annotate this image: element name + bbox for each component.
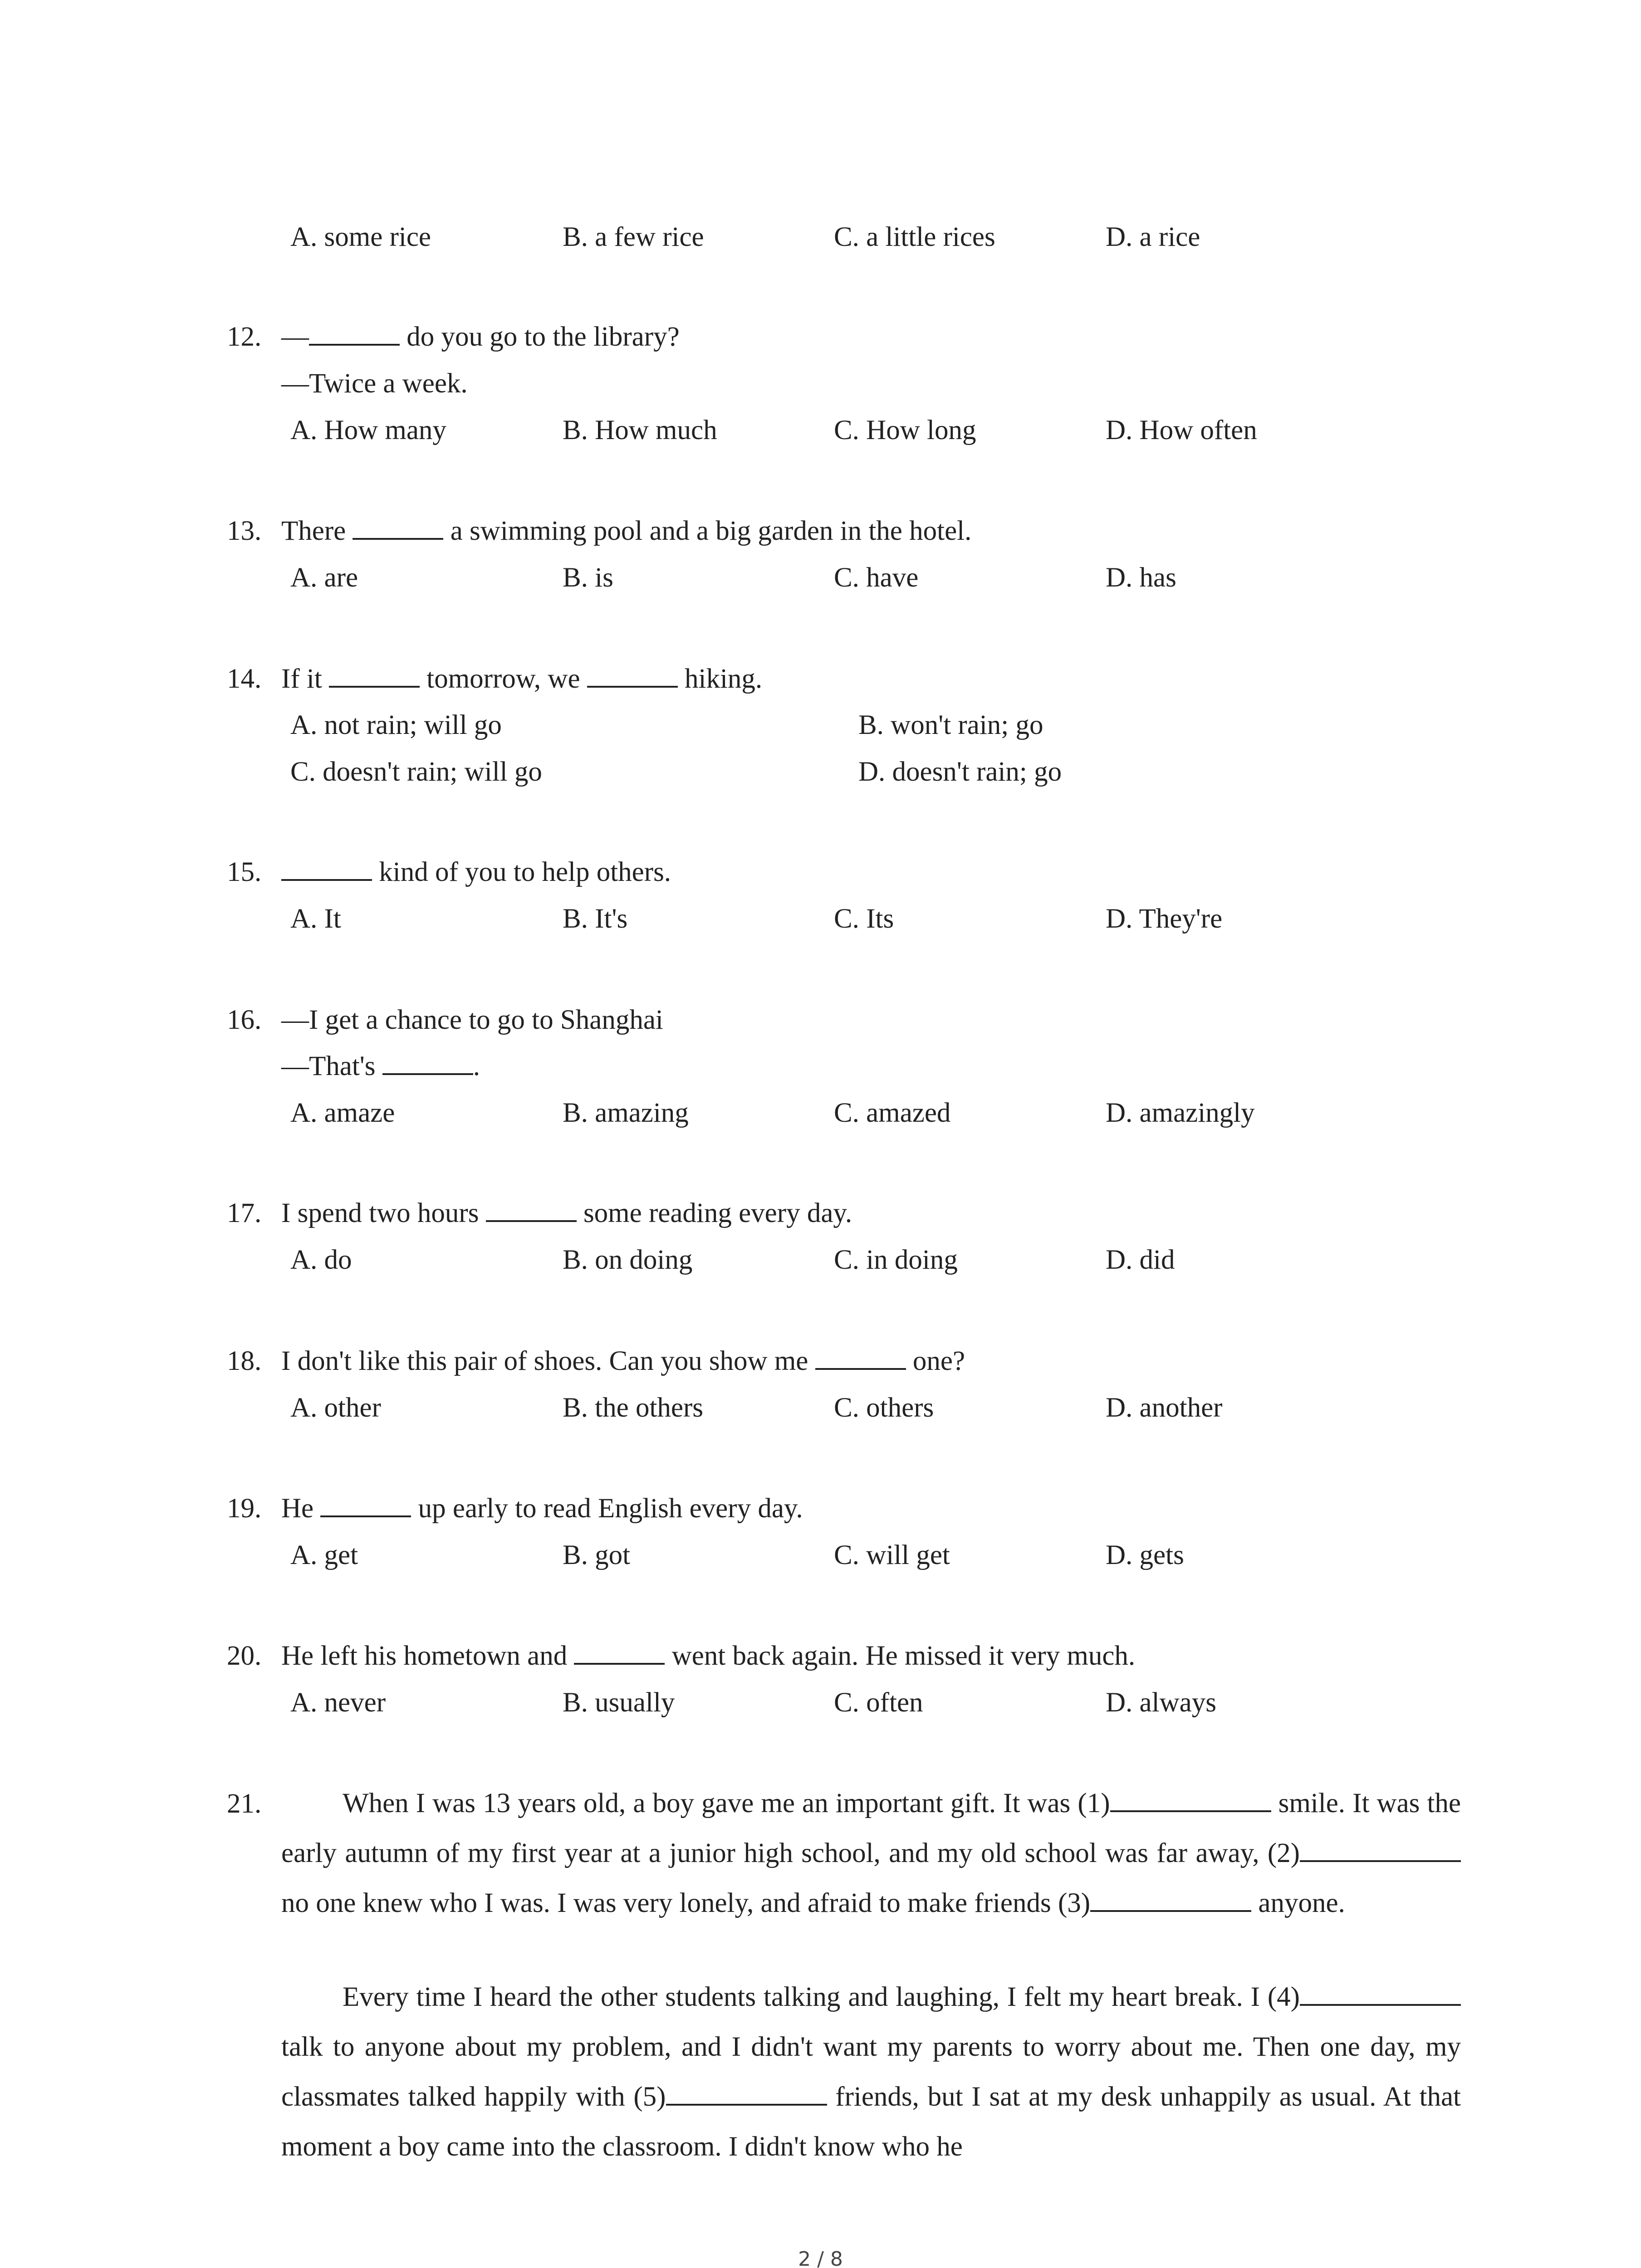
question-stem	[281, 323, 680, 351]
question-number: 14.	[227, 664, 262, 694]
option-b: B. the others	[563, 1393, 704, 1423]
cloze-blank-1	[1110, 1810, 1271, 1812]
option-c: C. will get	[834, 1540, 950, 1570]
passage-text: When I was 13 years old, a boy gave me an important gift. It was (1)	[343, 1788, 1110, 1818]
answer-blank	[574, 1663, 665, 1665]
answer-blank	[486, 1220, 577, 1222]
passage-text: friends, but I sat at my desk unhappily as usual. At that moment a boy came into the classroom. I didn't know who he	[281, 2082, 1461, 2162]
option-b: B. How much	[563, 415, 717, 445]
option-a: A. get	[290, 1540, 358, 1570]
answer-blank	[281, 879, 372, 881]
question-number: 18.	[227, 1346, 262, 1376]
option-a: A. never	[290, 1687, 386, 1718]
passage-text: talk to anyone about my problem, and I didn't want my parents to worry about me. Then one day, my classmates talked happily with (5)	[281, 2032, 1461, 2112]
question-stem	[281, 517, 971, 545]
question-stem	[281, 858, 671, 886]
answer-blank	[815, 1368, 906, 1370]
option-a: A. not rain; will go	[290, 710, 502, 740]
stem-text: .	[473, 1051, 480, 1081]
passage-text: Every time I heard the other students talking and laughing, I felt my heart break. I (4)	[343, 1982, 1300, 2012]
passage-paragraph-1	[281, 1779, 1461, 1928]
option-a: A. other	[290, 1393, 381, 1423]
passage-paragraph-2	[281, 1972, 1461, 2172]
option-d: D. always	[1106, 1687, 1216, 1718]
option-c: C. often	[834, 1687, 923, 1718]
option-d: D. amazingly	[1106, 1098, 1255, 1128]
stem-text: —	[281, 322, 309, 352]
option-d: D. How often	[1106, 415, 1257, 445]
stem-text: one?	[906, 1346, 965, 1376]
stem-text: He	[281, 1493, 321, 1524]
stem-text: do you go to the library?	[400, 322, 680, 352]
answer-blank	[382, 1073, 473, 1075]
stem-text: some reading every day.	[576, 1198, 852, 1228]
option-d: D. They're	[1106, 904, 1223, 934]
option-a: A. How many	[290, 415, 446, 445]
stem-text: If it	[281, 664, 329, 694]
question-stem	[281, 1199, 852, 1227]
option-c: C. doesn't rain; will go	[290, 757, 542, 787]
question-stem	[281, 1642, 1135, 1670]
stem-text: hiking.	[677, 664, 763, 694]
question-number: 12.	[227, 322, 262, 352]
cloze-blank-2	[1300, 1860, 1461, 1862]
cloze-blank-4	[1300, 2004, 1461, 2006]
option-d: D. has	[1106, 562, 1176, 593]
option-c: C. How long	[834, 415, 976, 445]
passage-text: smile. It was the early autumn of my first year at a junior high school, and my old school was far away, (2)	[281, 1788, 1461, 1868]
option-d: D. did	[1106, 1245, 1175, 1275]
question-number: 20.	[227, 1641, 262, 1671]
stem-text: —That's	[281, 1051, 382, 1081]
option-d: D. doesn't rain; go	[858, 757, 1062, 787]
answer-blank	[309, 344, 400, 346]
option-b: B. amazing	[563, 1098, 689, 1128]
question-number: 13.	[227, 516, 262, 546]
answer-blank	[320, 1515, 411, 1517]
stem-text: He left his hometown and	[281, 1641, 574, 1671]
option-c: C. Its	[834, 904, 894, 934]
option-d: D. another	[1106, 1393, 1223, 1423]
option-b: B. a few rice	[563, 222, 704, 252]
page-number: 2 / 8	[798, 2248, 843, 2268]
option-c: C. amazed	[834, 1098, 951, 1128]
option-b: B. It's	[563, 904, 628, 934]
option-c: C. others	[834, 1393, 934, 1423]
option-a: A. do	[290, 1245, 352, 1275]
question-number: 15.	[227, 857, 262, 887]
stem-text: I don't like this pair of shoes. Can you show me	[281, 1346, 815, 1376]
option-a: A. amaze	[290, 1098, 395, 1128]
option-b: B. is	[563, 562, 613, 593]
option-d: D. gets	[1106, 1540, 1184, 1570]
option-d: D. a rice	[1106, 222, 1200, 252]
answer-blank	[353, 538, 443, 540]
option-a: A. are	[290, 562, 358, 593]
option-c: C. in doing	[834, 1245, 958, 1275]
option-c: C. a little rices	[834, 222, 995, 252]
answer-blank	[329, 686, 420, 688]
answer-blank	[587, 686, 678, 688]
stem-text: kind of you to help others.	[372, 857, 671, 887]
option-b: B. usually	[563, 1687, 675, 1718]
dialogue-line: —I get a chance to go to Shanghai	[281, 1005, 663, 1035]
question-number: 17.	[227, 1198, 262, 1228]
question-stem	[281, 1495, 803, 1522]
cloze-blank-5	[666, 2104, 827, 2106]
dialogue-reply	[281, 1052, 480, 1080]
option-b: B. got	[563, 1540, 631, 1570]
question-number: 19.	[227, 1493, 262, 1524]
option-b: B. won't rain; go	[858, 710, 1043, 740]
stem-text: up early to read English every day.	[411, 1493, 803, 1524]
dialogue-reply: —Twice a week.	[281, 368, 468, 399]
cloze-blank-3	[1090, 1910, 1251, 1912]
question-stem	[281, 1347, 965, 1375]
question-stem	[281, 665, 762, 693]
question-number: 21.	[227, 1789, 262, 1819]
passage-text: anyone.	[1251, 1888, 1345, 1918]
option-a: A. some rice	[290, 222, 431, 252]
stem-text: There	[281, 516, 353, 546]
option-c: C. have	[834, 562, 919, 593]
option-a: A. It	[290, 904, 341, 934]
stem-text: a swimming pool and a big garden in the hotel.	[443, 516, 972, 546]
question-number: 16.	[227, 1005, 262, 1035]
stem-text: tomorrow, we	[420, 664, 587, 694]
option-b: B. on doing	[563, 1245, 693, 1275]
stem-text: went back again. He missed it very much.	[665, 1641, 1136, 1671]
passage-text: no one knew who I was. I was very lonely, and afraid to make friends (3)	[281, 1888, 1091, 1918]
stem-text: I spend two hours	[281, 1198, 486, 1228]
